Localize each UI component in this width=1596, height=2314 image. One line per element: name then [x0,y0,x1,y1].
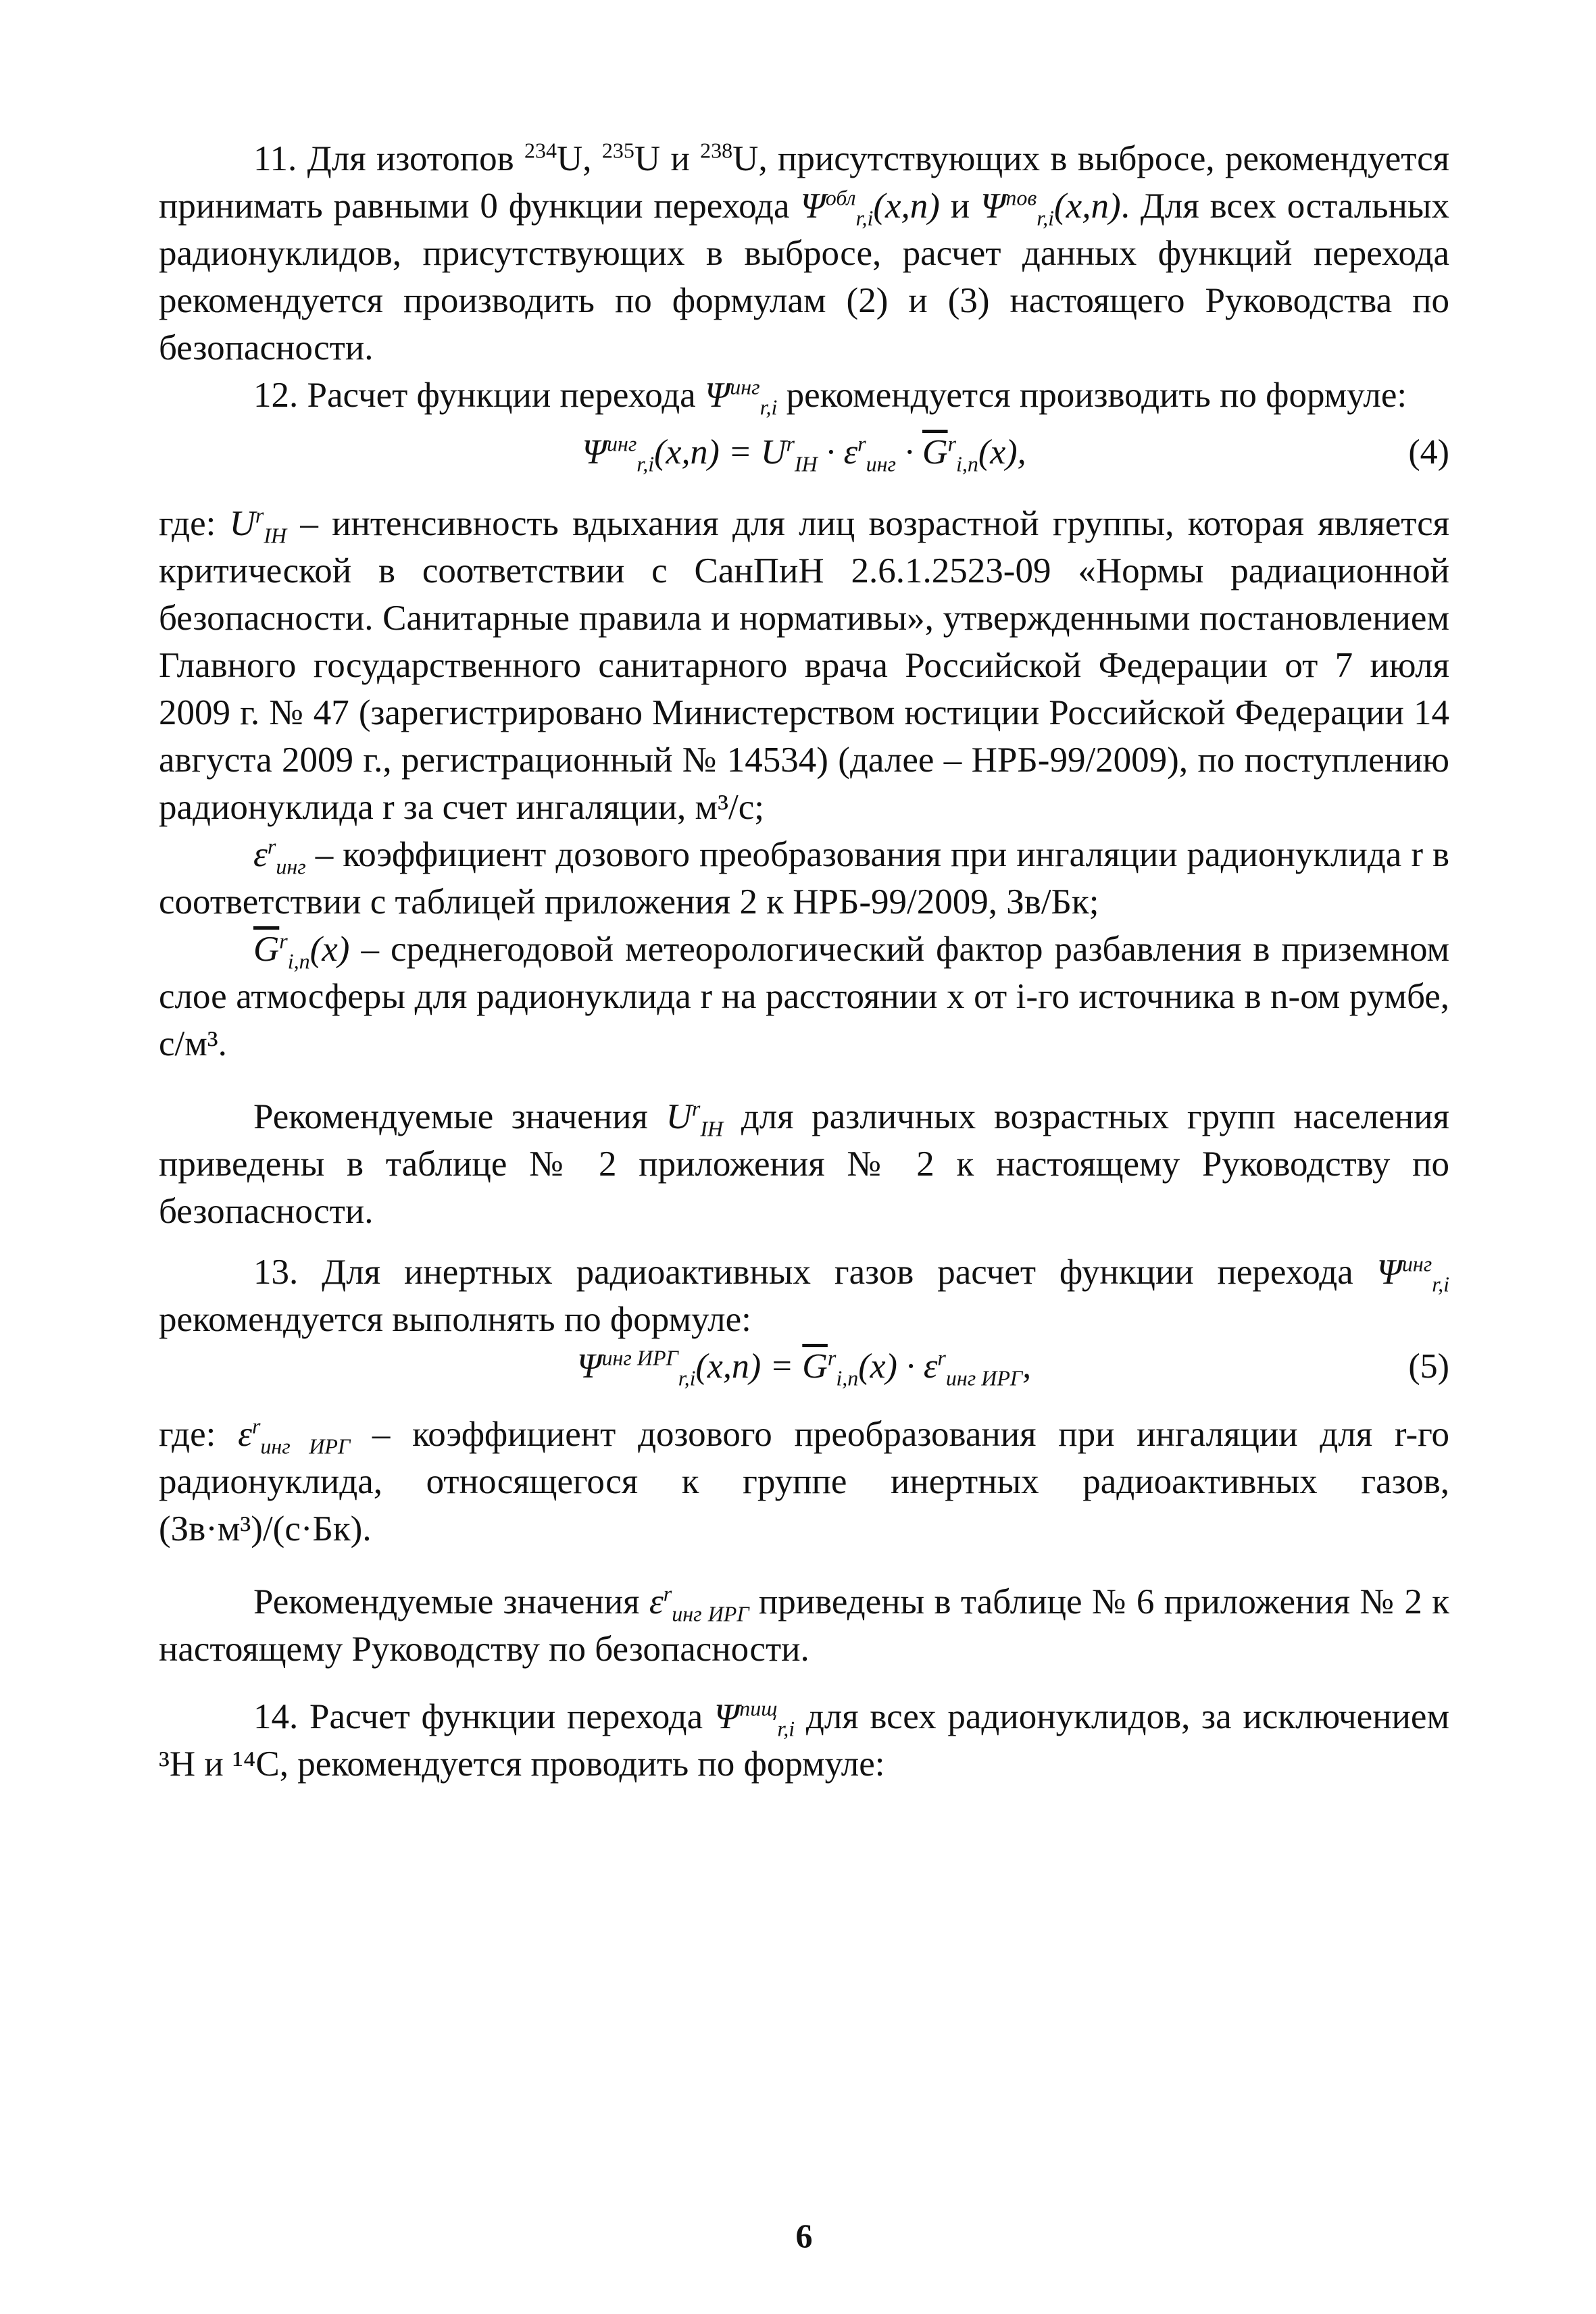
paragraph-13-recommend: Рекомендуемые значения $\varepsilon^r_{инг ИРГ}$ приведены в таблице № 6 приложения № 2 к настоящему Руководству по безопасности. [159,1581,1450,1669]
equation-5-formula: $\Psi^{инг ИРГ}_{r,i}(x,n) = \overline{G}^r_{i,n}(x) \cdot \varepsilon^r_{инг ИРГ}$, [576,1345,1032,1390]
definition-epsilon-irg: где: $\varepsilon^r_{инг ИРГ}$ – коэффициент дозового преобразования при ингаляции для r-го радионуклида, относящегося к группе инертных радиоактивных газов, (Зв·м³)/(с·Бк). [159,1413,1450,1549]
epsilon-ing-symbol: $\varepsilon^r_{инг}$ [253,834,306,879]
equation-4 [159,419,1449,500]
equation-5-number: (5) [1408,1347,1449,1386]
definition-U: где: $U^r_{IH}$ – интенсивность вдыхания для лиц возрастной группы, которая является критической в соответствии с СанПиН 2.6.1.2523-09 «Нормы радиационной безопасности. Санитарные правила и нормативы», утвержденными постановлением Главного государственного санитарного врача Российской Федерации от 7 июля 2009 г. № 47 (зарегистрировано Министерством юстиции Российской Федерации 14 августа 2009 г., регистрационный № 14534) (далее – НРБ-99/2009), по поступлению радионуклида r за счет ингаляции, м³/с; [159,503,1449,827]
equation-4-number: (4) [1408,433,1449,472]
psi-obl-symbol: $\Psi^{обл}_{r,i}(x,n)$ [800,185,940,230]
paragraph-13: 13. Для инертных радиоактивных газов расчет функции перехода $\Psi^{инг}_{r,i}$ рекомендуется выполнять по формуле: [159,1251,1449,1339]
equation-4-formula: $\Psi^{инг}_{r,i}(x,n) = U^r_{IH} \cdot \varepsilon^r_{инг} \cdot \overline{G}^r_{i,n}(x)$, [582,431,1026,476]
psi-ing-symbol: $\Psi^{инг}_{r,i}$ [704,374,778,420]
document-page [159,135,1450,2255]
definition-epsilon: $\varepsilon^r_{инг}$ – коэффициент дозового преобразования при ингаляции радионуклида r в соответствии с таблицей приложения 2 к НРБ-99/2009, Зв/Бк; [159,834,1449,922]
paragraph-12: 12. Расчет функции перехода $\Psi^{инг}_{r,i}$ рекомендуется производить по формуле: [253,374,1407,420]
G-symbol: $\overline{G}^r_{i,n}(x)$ [253,928,350,974]
U-symbol: $U^r_{IH}$ [229,503,287,548]
psi-pov-symbol: $\Psi^{пов}_{r,i}(x,n)$ [980,185,1121,230]
page-number: 6 [795,2217,813,2255]
paragraph-12-recommend: Рекомендуемые значения $U^r_{IH}$ для различных возрастных групп населения приведены в таблице № 2 приложения № 2 к настоящему Руководству по безопасности. [159,1096,1449,1231]
paragraph-11: 11. Для изотопов $^{234}$U, $^{235}$U и $^{238}$U, присутствующих в выбросе, рекомендуется принимать равными 0 функции перехода $\Psi^{обл}_{r,i}(x,n)$ и $\Psi^{пов}_{r,i}(x,n)$. Для всех остальных радионуклидов, присутствующих в выбросе, расчет данных функций перехода рекомендуется производить по формулам (2) и (3) настоящего Руководства по безопасности. [159,138,1450,368]
paragraph-14: 14. Расчет функции перехода $\Psi^{пищ}_{r,i}$ для всех радионуклидов, за исключением ³H и ¹⁴C, рекомендуется проводить по формуле: [159,1696,1449,1784]
definition-G: $\overline{G}^r_{i,n}(x)$ – среднегодовой метеорологический фактор разбавления в приземном слое атмосферы для радионуклида r на расстоянии x от i-го источника в n-ом румбе, с/м³. [159,928,1449,1063]
equation-5 [159,1343,1449,1411]
